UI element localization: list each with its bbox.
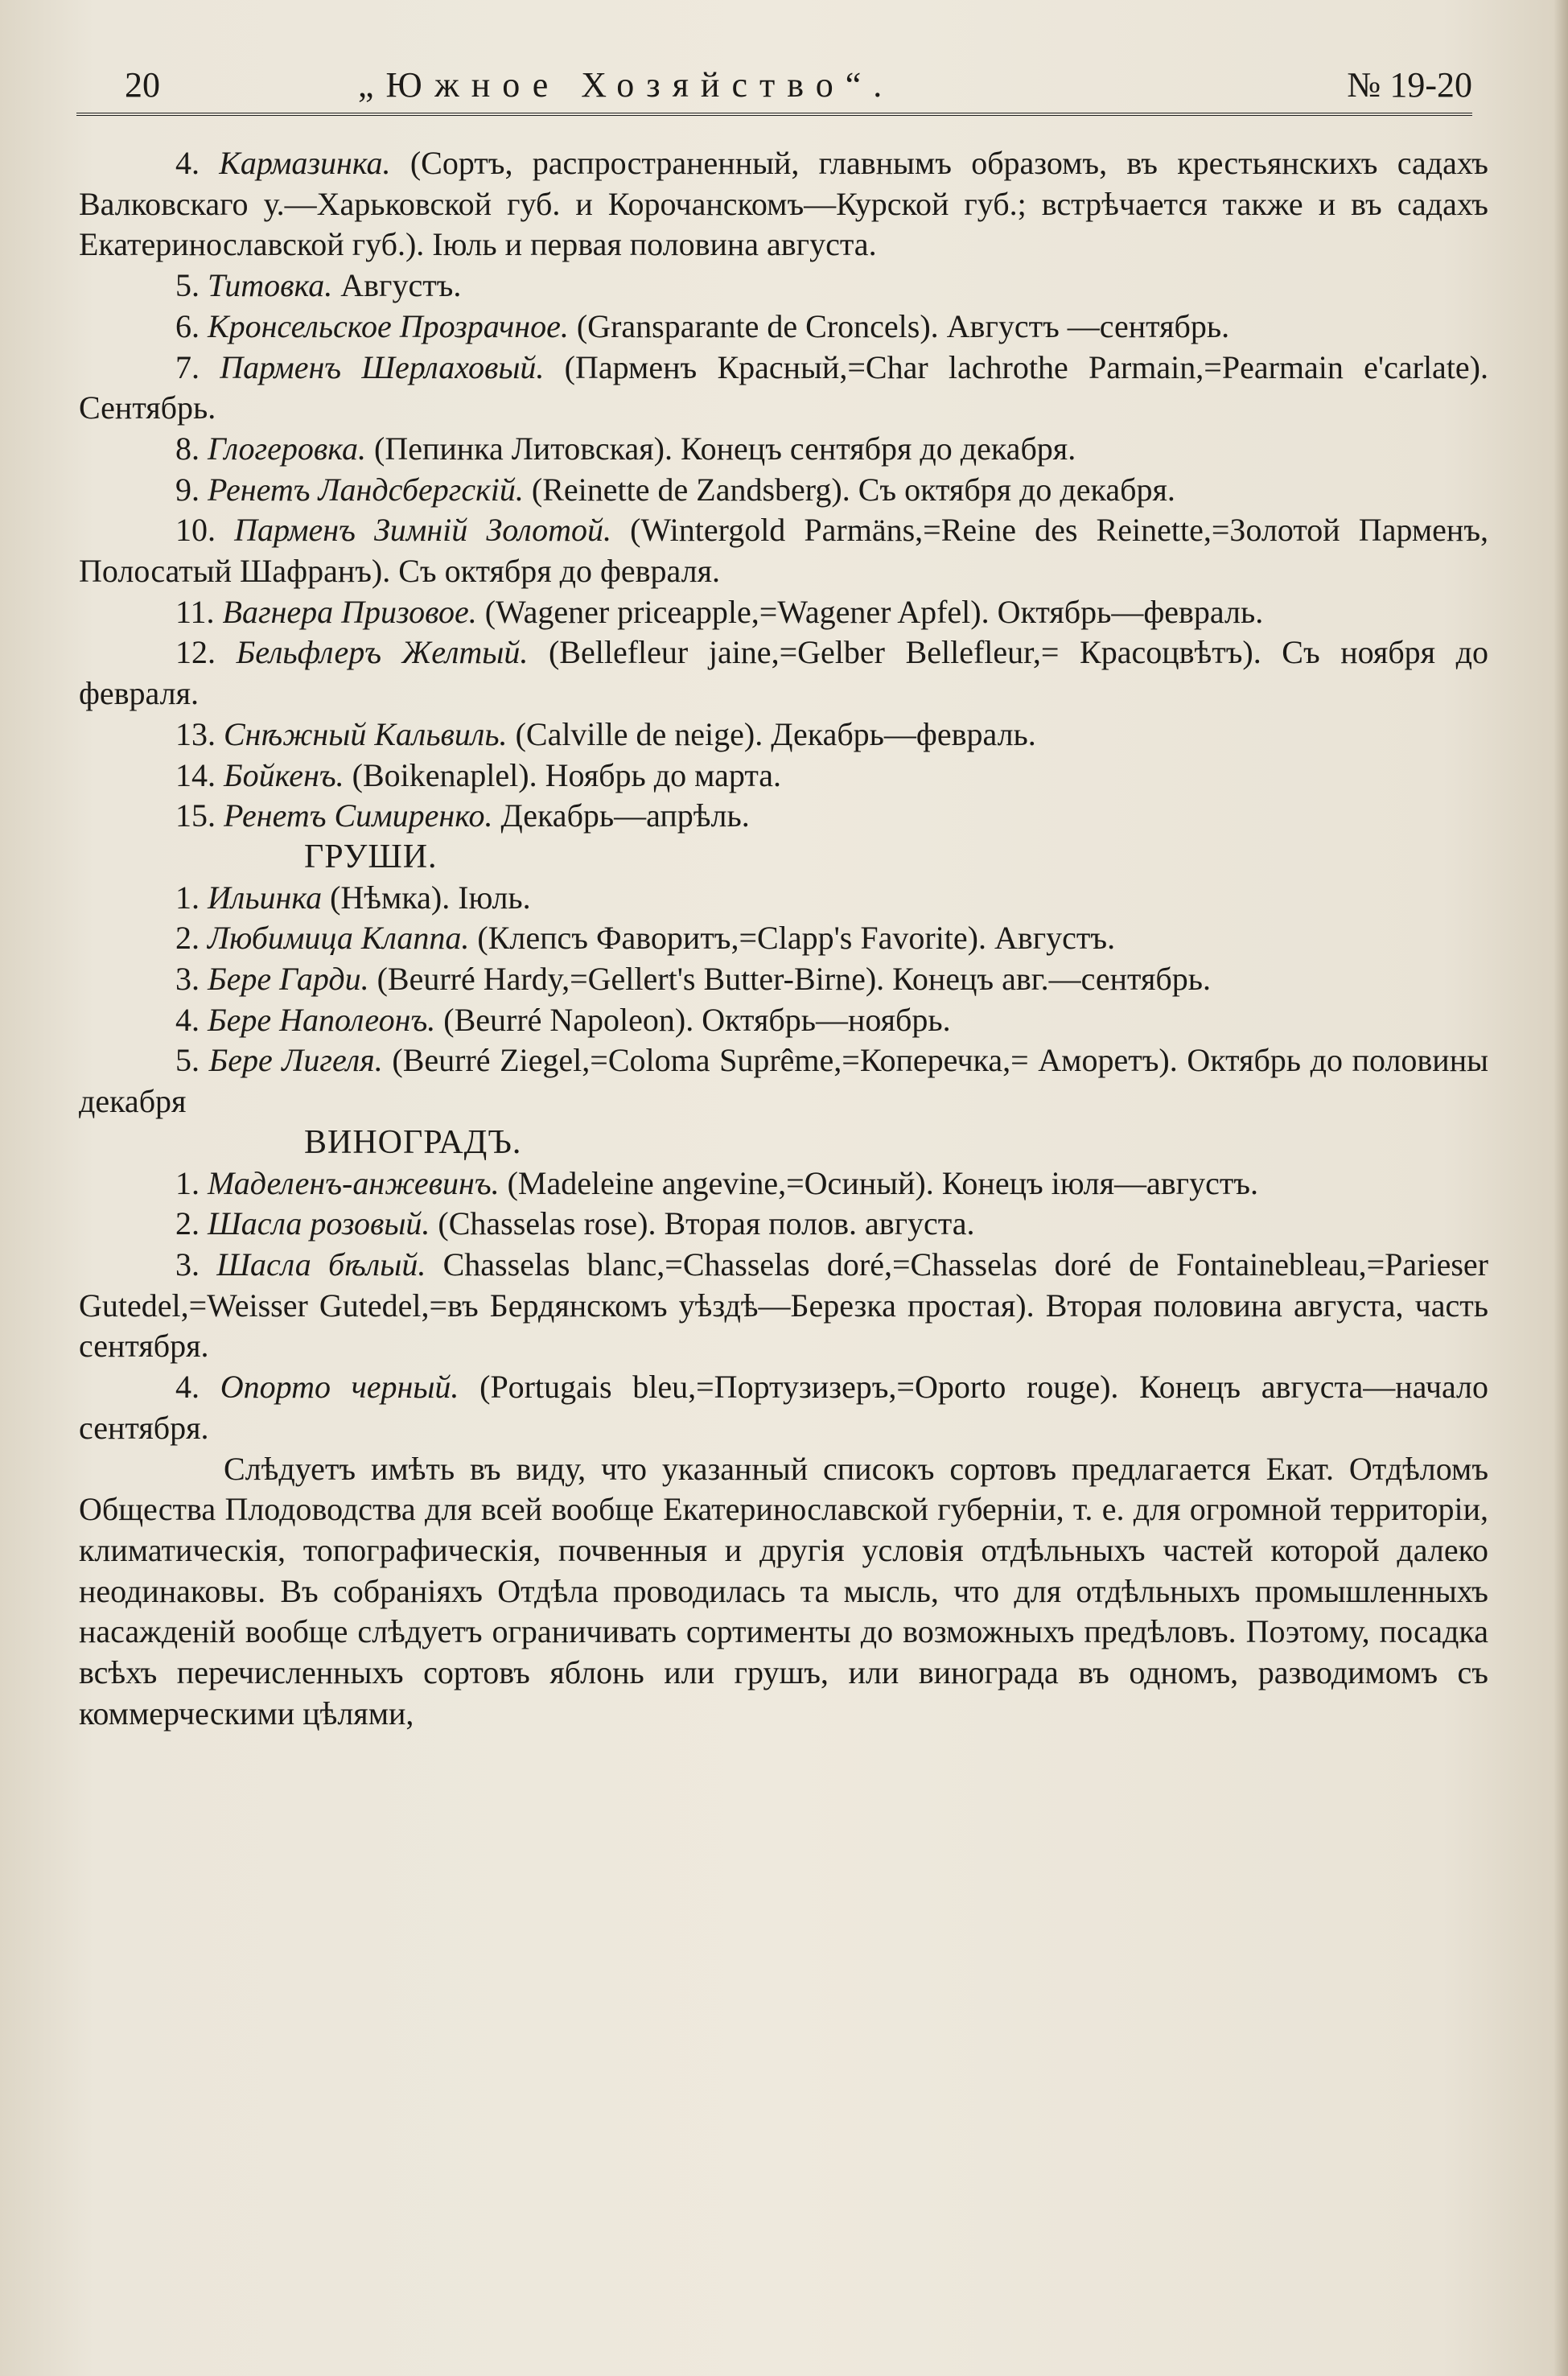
page-edge-shadow <box>1554 0 1568 2376</box>
list-item: 13. Снѣжный Кальвиль. (Calville de neige). Декабрь—февраль. <box>175 715 1036 752</box>
list-item: 6. Кронсельское Прозрачное. (Gransparante de Croncels). Августъ —сентябрь. <box>175 307 1230 344</box>
list-item: 4. Кармазинка. (Сортъ, распространенный, главнымъ образомъ, въ крестьянскихъ садахъ Валковскаго у.—Харьковской губ. и Корочанскомъ—Курской губ.; встрѣчается также и въ садахъ Екатеринославской губ.). Іюль и первая половина августа. <box>79 145 1488 263</box>
list-item: 10. Парменъ Зимній Золотой. (Wintergold Parmäns,=Reine des Reinette,=Золотой Парменъ, Полосатый Шафранъ). Съ октября до февраля. <box>79 512 1489 590</box>
page-number: 20 <box>125 65 160 105</box>
list-item: 2. Шасла розовый. (Chasselas rose). Вторая полов. августа. <box>175 1205 975 1242</box>
section-heading-grapes: ВИНОГРАДЪ. <box>304 1123 522 1161</box>
list-item: 1. Маделенъ-анжевинъ. (Madeleine angevine,=Осиный). Конецъ іюля—августъ. <box>175 1164 1258 1201</box>
article-body <box>79 143 1488 1734</box>
issue-number: № 19-20 <box>1347 65 1472 105</box>
list-item: 4. Бере Наполеонъ. (Beurré Napoleon). Октябрь—ноябрь. <box>175 1001 951 1038</box>
list-item: 14. Бойкенъ. (Boikenaplel). Ноябрь до марта. <box>175 756 782 793</box>
list-item: 5. Титовка. Августъ. <box>175 267 462 304</box>
header-rule <box>76 113 1472 116</box>
journal-title: „Южное Хозяйство“. <box>358 65 895 105</box>
running-header <box>76 58 1472 114</box>
list-item: 2. Любимица Клаппа. (Клепсъ Фаворитъ,=Clapp's Favorite). Августъ. <box>175 920 1116 957</box>
list-item: 8. Глогеровка. (Пепинка Литовская). Конецъ сентября до декабря. <box>175 430 1076 467</box>
list-item: 11. Вагнера Призовое. (Wagener priceapple,=Wagener Apfel). Октябрь—февраль. <box>175 593 1264 630</box>
section-heading-pears: ГРУШИ. <box>304 838 438 875</box>
list-item: 3. Шасла бѣлый. Chasselas blanc,=Chasselas doré,=Chasselas doré de Fontainebleau,=Parieser Gutedel,=Weisser Gutedel,=въ Бердянскомъ уѣздѣ—Березка простая). Вторая половина августа, часть сентября. <box>79 1246 1488 1365</box>
list-item: 12. Бельфлеръ Желтый. (Bellefleur jaine,=Gelber Bellefleur,= Красоцвѣтъ). Съ ноября до февраля. <box>79 634 1489 712</box>
list-item: 9. Ренетъ Ландсбергскій. (Reinette de Zandsberg). Съ октября до декабря. <box>175 471 1175 508</box>
list-item: 4. Опорто черный. (Portugais bleu,=Портузизеръ,=Oporto rouge). Конецъ августа—начало сентября. <box>79 1369 1489 1446</box>
body-paragraph: Слѣдуетъ имѣть въ виду, что указанный списокъ сортовъ предлагается Екат. Отдѣломъ Общества Плодоводства для всей вообще Екатеринославской губерніи, т. е. для огромной территоріи, климатическія, топографическія, почвенныя и другія условія отдѣльныхъ частей которой далеко неодинаковы. Въ собраніяхъ Отдѣла проводилась та мысль, что для отдѣльныхъ промышленныхъ насажденій вообще слѣдуетъ ограничивать сортименты до возможныхъ предѣловъ. Поэтому, посадка всѣхъ перечисленныхъ сортовъ яблонь или грушъ, или винограда въ одномъ, разводимомъ съ коммерческими цѣлями, <box>79 1450 1488 1732</box>
list-item: 7. Парменъ Шерлаховый. (Парменъ Красный,=Char lachrothe Parmain,=Pearmain e'carlate). Сентябрь. <box>79 348 1488 426</box>
list-item: 15. Ренетъ Симиренко. Декабрь—апрѣль. <box>175 797 750 834</box>
list-item: 1. Ильинка (Нѣмка). Іюль. <box>175 879 531 916</box>
list-item: 3. Бере Гарди. (Beurré Hardy,=Gellert's Butter-Birne). Конецъ авг.—сентябрь. <box>175 961 1211 998</box>
list-item: 5. Бере Лигеля. (Beurré Ziegel,=Coloma Suprême,=Коперечка,= Аморетъ). Октябрь до половины декабря <box>79 1042 1488 1120</box>
